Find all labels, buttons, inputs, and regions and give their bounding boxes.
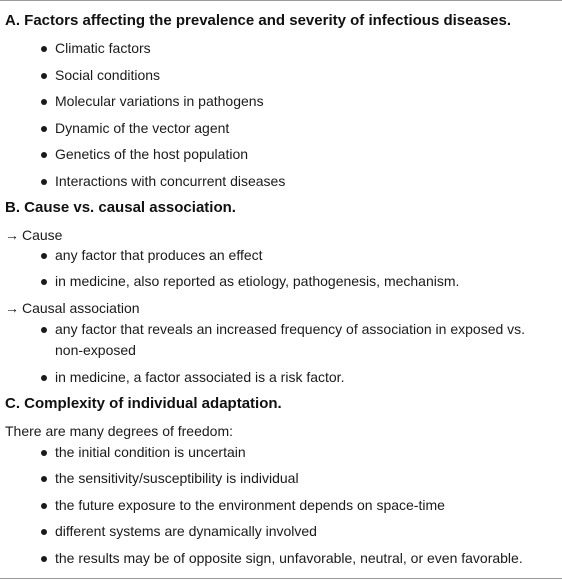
list-item: the results may be of opposite sign, unfavorable, neutral, or even favorable. bbox=[55, 549, 523, 567]
section-c-heading: C. Complexity of individual adaptation. bbox=[5, 395, 282, 412]
bullet-icon bbox=[41, 450, 47, 456]
list-item: different systems are dynamically involved bbox=[55, 522, 317, 540]
bullet-icon bbox=[41, 375, 47, 381]
list-item: the sensitivity/susceptibility is individual bbox=[55, 469, 299, 487]
bullet-icon bbox=[41, 179, 47, 185]
list-item: Genetics of the host population bbox=[55, 145, 248, 163]
causal-association-label: → Causal association bbox=[5, 300, 140, 316]
cause-label: → Cause bbox=[5, 227, 63, 243]
bullet-icon bbox=[41, 126, 47, 132]
bullet-icon bbox=[41, 529, 47, 535]
list-item: in medicine, a factor associated is a risk factor. bbox=[55, 368, 344, 386]
arrow-right-icon: → bbox=[5, 227, 19, 243]
arrow-right-icon: → bbox=[5, 300, 19, 316]
list-item: Social conditions bbox=[55, 66, 160, 84]
bullet-icon bbox=[41, 476, 47, 482]
list-item: any factor that produces an effect bbox=[55, 246, 263, 264]
list-item: the initial condition is uncertain bbox=[55, 443, 246, 461]
list-item: any factor that reveals an increased frequency of association in exposed vs. bbox=[55, 320, 525, 338]
list-item: the future exposure to the environment depends on space-time bbox=[55, 496, 445, 514]
bullet-icon bbox=[41, 327, 47, 333]
section-c-intro: There are many degrees of freedom: bbox=[5, 423, 234, 439]
section-b-heading: B. Cause vs. causal association. bbox=[5, 199, 236, 216]
list-item-continuation: non-exposed bbox=[55, 342, 136, 358]
bottom-rule bbox=[0, 578, 562, 579]
bullet-icon bbox=[41, 152, 47, 158]
bullet-icon bbox=[41, 253, 47, 259]
bullet-icon bbox=[41, 279, 47, 285]
bullet-icon bbox=[41, 46, 47, 52]
bullet-icon bbox=[41, 99, 47, 105]
section-a-heading: A. Factors affecting the prevalence and severity of infectious diseases. bbox=[5, 12, 512, 29]
bullet-icon bbox=[41, 503, 47, 509]
bullet-icon bbox=[41, 73, 47, 79]
list-item: Dynamic of the vector agent bbox=[55, 119, 229, 137]
list-item: Interactions with concurrent diseases bbox=[55, 172, 285, 190]
bullet-icon bbox=[41, 556, 47, 562]
list-item: Climatic factors bbox=[55, 39, 151, 57]
list-item: in medicine, also reported as etiology, pathogenesis, mechanism. bbox=[55, 272, 459, 290]
top-rule bbox=[0, 0, 562, 1]
list-item: Molecular variations in pathogens bbox=[55, 92, 264, 110]
